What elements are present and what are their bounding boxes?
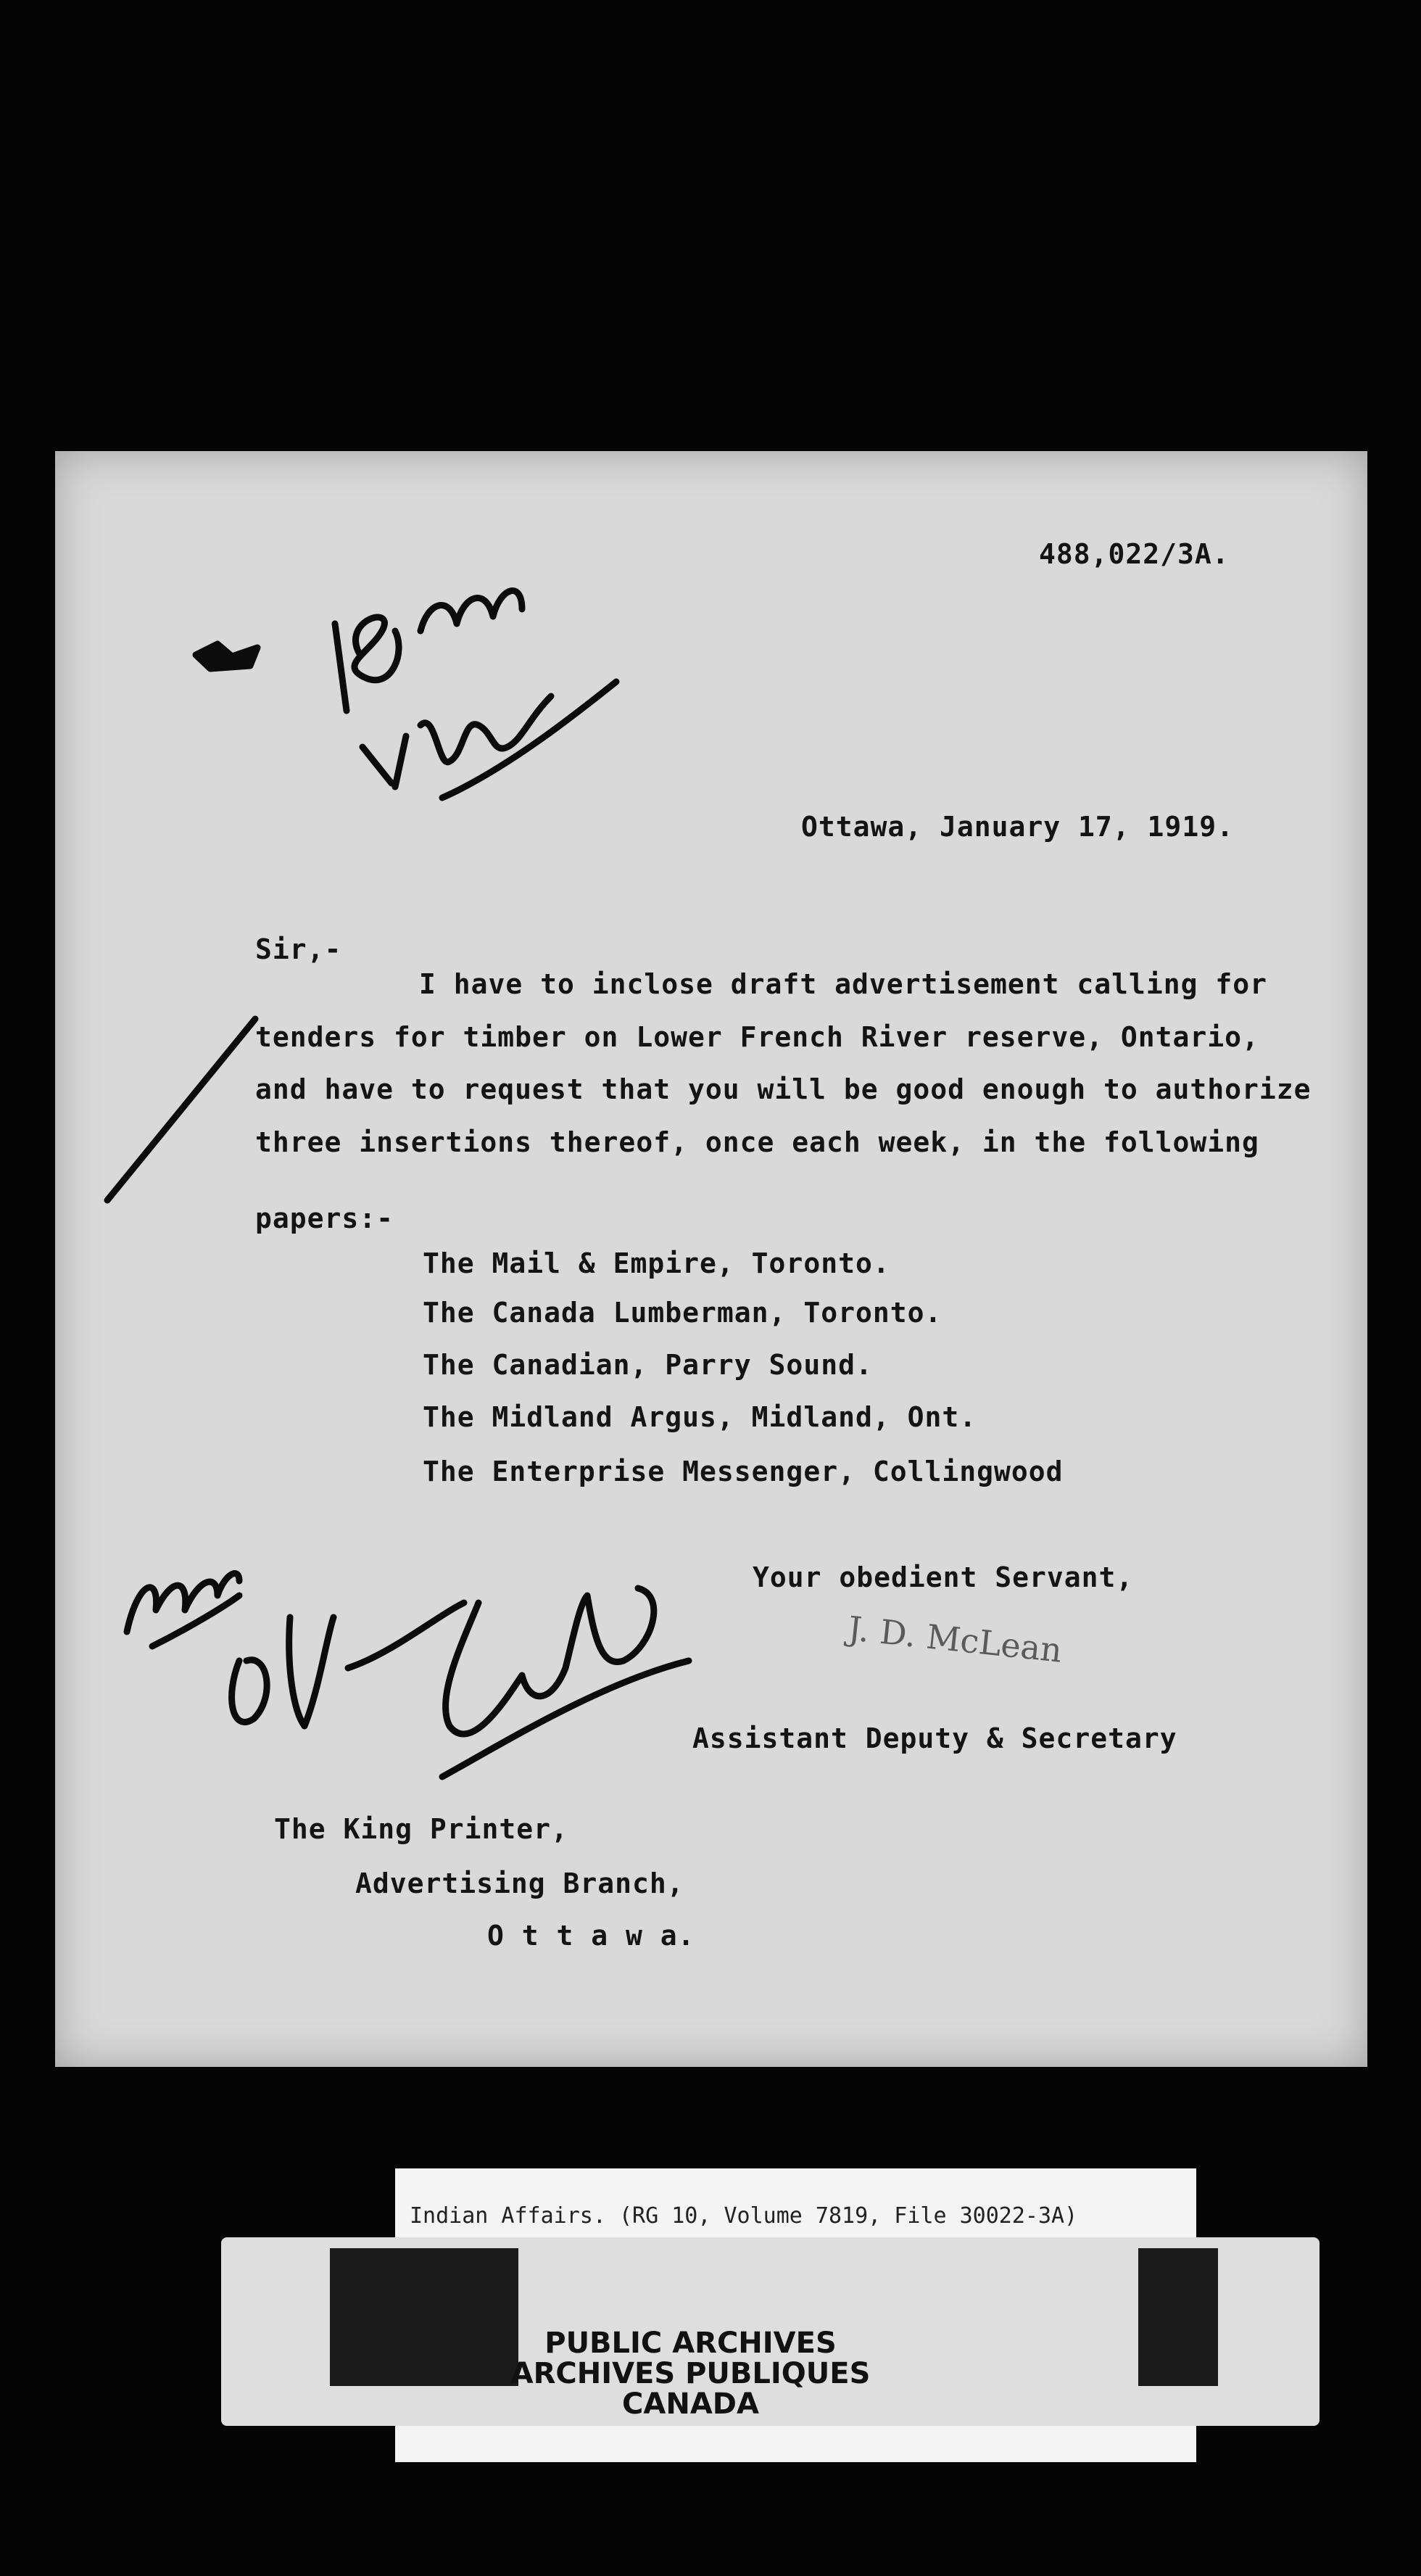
body-line: tenders for timber on Lower French River reserve, Ontario, bbox=[255, 1021, 1259, 1053]
archive-stamp-line: PUBLIC ARCHIVES bbox=[544, 2327, 837, 2360]
file-number: 488,022/3A. bbox=[1039, 538, 1230, 570]
body-line: three insertions thereof, once each week, in the following bbox=[255, 1126, 1259, 1158]
paper-list-item: The Canada Lumberman, Toronto. bbox=[423, 1297, 942, 1329]
body-line: and have to request that you will be good enough to authorize bbox=[255, 1073, 1312, 1105]
addressee-line: The King Printer, bbox=[274, 1813, 568, 1845]
body-line: I have to inclose draft advertisement calling for bbox=[419, 968, 1268, 1000]
addressee-line: Advertising Branch, bbox=[355, 1867, 684, 1899]
paper-list-item: The Canadian, Parry Sound. bbox=[423, 1349, 873, 1381]
paper-list-item: The Enterprise Messenger, Collingwood bbox=[423, 1456, 1064, 1487]
salutation: Sir,- bbox=[255, 933, 342, 965]
dateline: Ottawa, January 17, 1919. bbox=[801, 811, 1234, 843]
archive-stamp-line: ARCHIVES PUBLIQUES bbox=[510, 2357, 871, 2390]
archive-reference: Indian Affairs. (RG 10, Volume 7819, File 30022-3A) bbox=[410, 2203, 1078, 2229]
closing: Your obedient Servant, bbox=[753, 1561, 1134, 1593]
signer-title: Assistant Deputy & Secretary bbox=[692, 1722, 1177, 1754]
archive-stamp-line: CANADA bbox=[622, 2387, 759, 2421]
body-line: papers:- bbox=[255, 1202, 394, 1234]
paper-list-item: The Mail & Empire, Toronto. bbox=[423, 1247, 890, 1279]
archive-stamp bbox=[0, 2328, 1421, 2419]
addressee-line: O t t a w a. bbox=[487, 1920, 695, 1952]
signature-stamp: J. D. McLean bbox=[846, 1609, 1064, 1670]
paper-list-item: The Midland Argus, Midland, Ont. bbox=[423, 1401, 977, 1433]
